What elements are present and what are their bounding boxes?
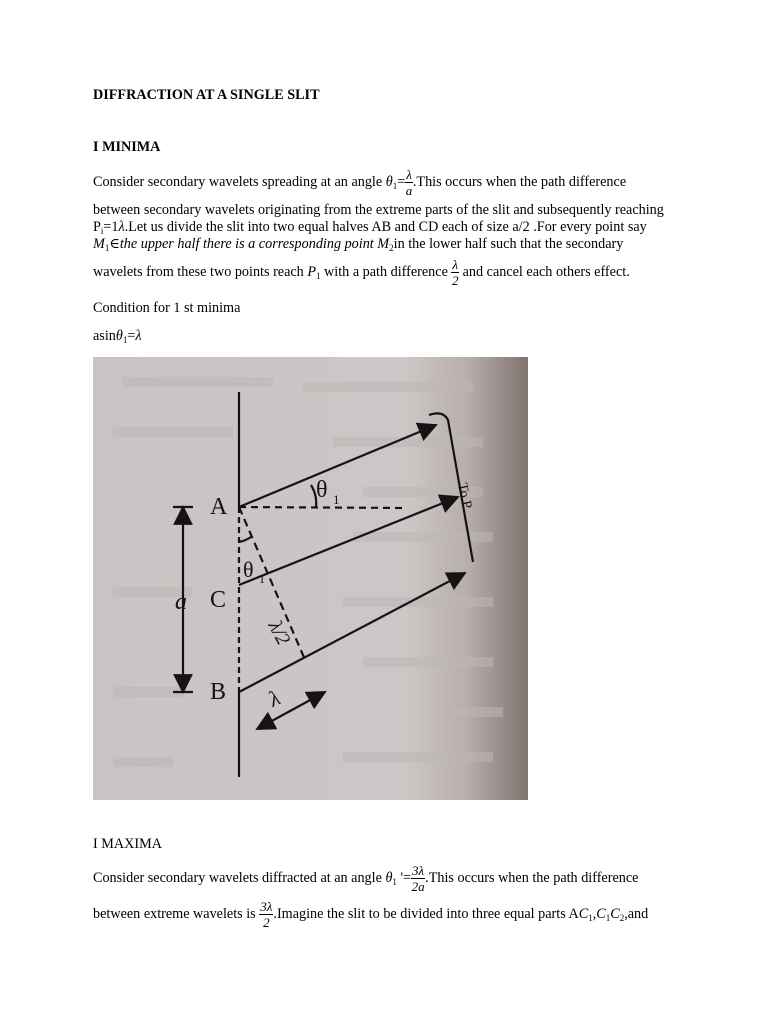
- text-run: M: [93, 236, 105, 252]
- numerator: λ: [452, 257, 459, 272]
- lambda-symbol: λ: [135, 328, 142, 344]
- text-run: .Imagine the slit to be divided into three equal parts A: [273, 905, 579, 922]
- minima-line-3: [93, 219, 647, 236]
- denominator: 2a: [411, 879, 425, 894]
- minima-formula: [93, 328, 142, 345]
- denominator: a: [405, 183, 413, 198]
- subscript: 1: [104, 243, 110, 253]
- text-run: C: [578, 905, 589, 922]
- text-run: the upper half there is a corresponding point M: [119, 236, 390, 252]
- equals-sign: '=: [396, 869, 412, 886]
- subscript: 1: [392, 180, 398, 191]
- text-run: Consider secondary wavelets diffracted at an angle: [93, 869, 386, 886]
- label-theta-top-sub: 1: [333, 492, 340, 507]
- text-run: Consider secondary wavelets spreading at an angle: [93, 173, 386, 190]
- condition-label: Condition for 1 st minima: [93, 300, 241, 316]
- section-heading-minima: I MINIMA: [93, 139, 161, 155]
- text-run: with a path difference: [320, 263, 452, 280]
- equals-sign: =: [397, 173, 406, 190]
- denominator: 2: [451, 273, 459, 288]
- minima-line-1: [93, 168, 626, 197]
- theta-symbol: θ: [115, 328, 123, 344]
- subscript: 2: [619, 912, 625, 923]
- fraction-3lambda-over-2: [259, 900, 273, 929]
- text-run: C: [610, 905, 620, 922]
- theta-symbol: θ: [385, 869, 393, 886]
- subscript: 1: [605, 912, 611, 923]
- subscript: 1: [392, 876, 397, 887]
- lambda-symbol: λ: [118, 219, 125, 235]
- equals-sign: =: [127, 328, 136, 344]
- text-run: and cancel each others effect.: [459, 263, 630, 280]
- subscript: 1: [122, 335, 128, 345]
- fraction-3lambda-over-2a: [411, 864, 425, 893]
- theta-symbol: θ: [385, 173, 393, 190]
- text-run: .This occurs when the path difference: [412, 173, 627, 190]
- slit-diagram-photo: [93, 357, 528, 800]
- text-run: ,: [592, 905, 597, 922]
- numerator: λ: [406, 167, 412, 182]
- subscript: 1: [588, 912, 593, 923]
- text-run: P: [93, 219, 101, 235]
- subscript: i: [100, 226, 104, 236]
- label-A: A: [210, 494, 228, 520]
- element-of-symbol: ∈: [109, 236, 120, 252]
- page-title: DIFFRACTION AT A SINGLE SLIT: [93, 87, 320, 103]
- label-theta-lower: θ: [243, 557, 254, 582]
- numerator: 3λ: [260, 899, 273, 914]
- label-lambda: λ: [264, 684, 284, 712]
- minima-line-4: [93, 236, 623, 253]
- text-run: asin: [93, 328, 116, 344]
- subscript: 2: [389, 243, 394, 253]
- section-heading-maxima: I MAXIMA: [93, 836, 162, 852]
- label-half-lambda: λ/2: [263, 617, 295, 649]
- fraction-lambda-over-2: [451, 258, 459, 287]
- minima-line-2: between secondary wavelets originating from the extreme parts of the slit and subsequently reaching: [93, 202, 664, 218]
- paper-background: [93, 357, 528, 800]
- maxima-line-1: [93, 864, 638, 893]
- text-run: .Let us divide the slit into two equal halves AB and CD each of size a/2 .For every point say: [124, 219, 647, 235]
- label-C: C: [210, 587, 227, 613]
- numerator: 3λ: [412, 863, 425, 878]
- fraction-lambda-over-a: [405, 168, 413, 197]
- text-run: .This occurs when the path difference: [425, 869, 639, 886]
- label-B: B: [210, 679, 227, 705]
- label-to-p: To P: [454, 481, 475, 511]
- text-run: between extreme wavelets is: [93, 905, 260, 922]
- minima-line-5: [93, 258, 630, 287]
- denominator: 2: [263, 915, 270, 930]
- label-a: a: [175, 589, 187, 615]
- subscript: 1: [316, 270, 321, 281]
- text-run: in the lower half such that the secondary: [393, 236, 624, 252]
- text-run: =1: [103, 219, 119, 235]
- maxima-line-2: [93, 900, 648, 929]
- text-run: P: [307, 263, 316, 280]
- text-run: ,and: [624, 905, 649, 922]
- label-theta-top: θ: [316, 477, 328, 503]
- text-run: C: [596, 905, 606, 922]
- label-theta-lower-sub: 1: [259, 572, 265, 586]
- text-run: wavelets from these two points reach: [93, 263, 308, 280]
